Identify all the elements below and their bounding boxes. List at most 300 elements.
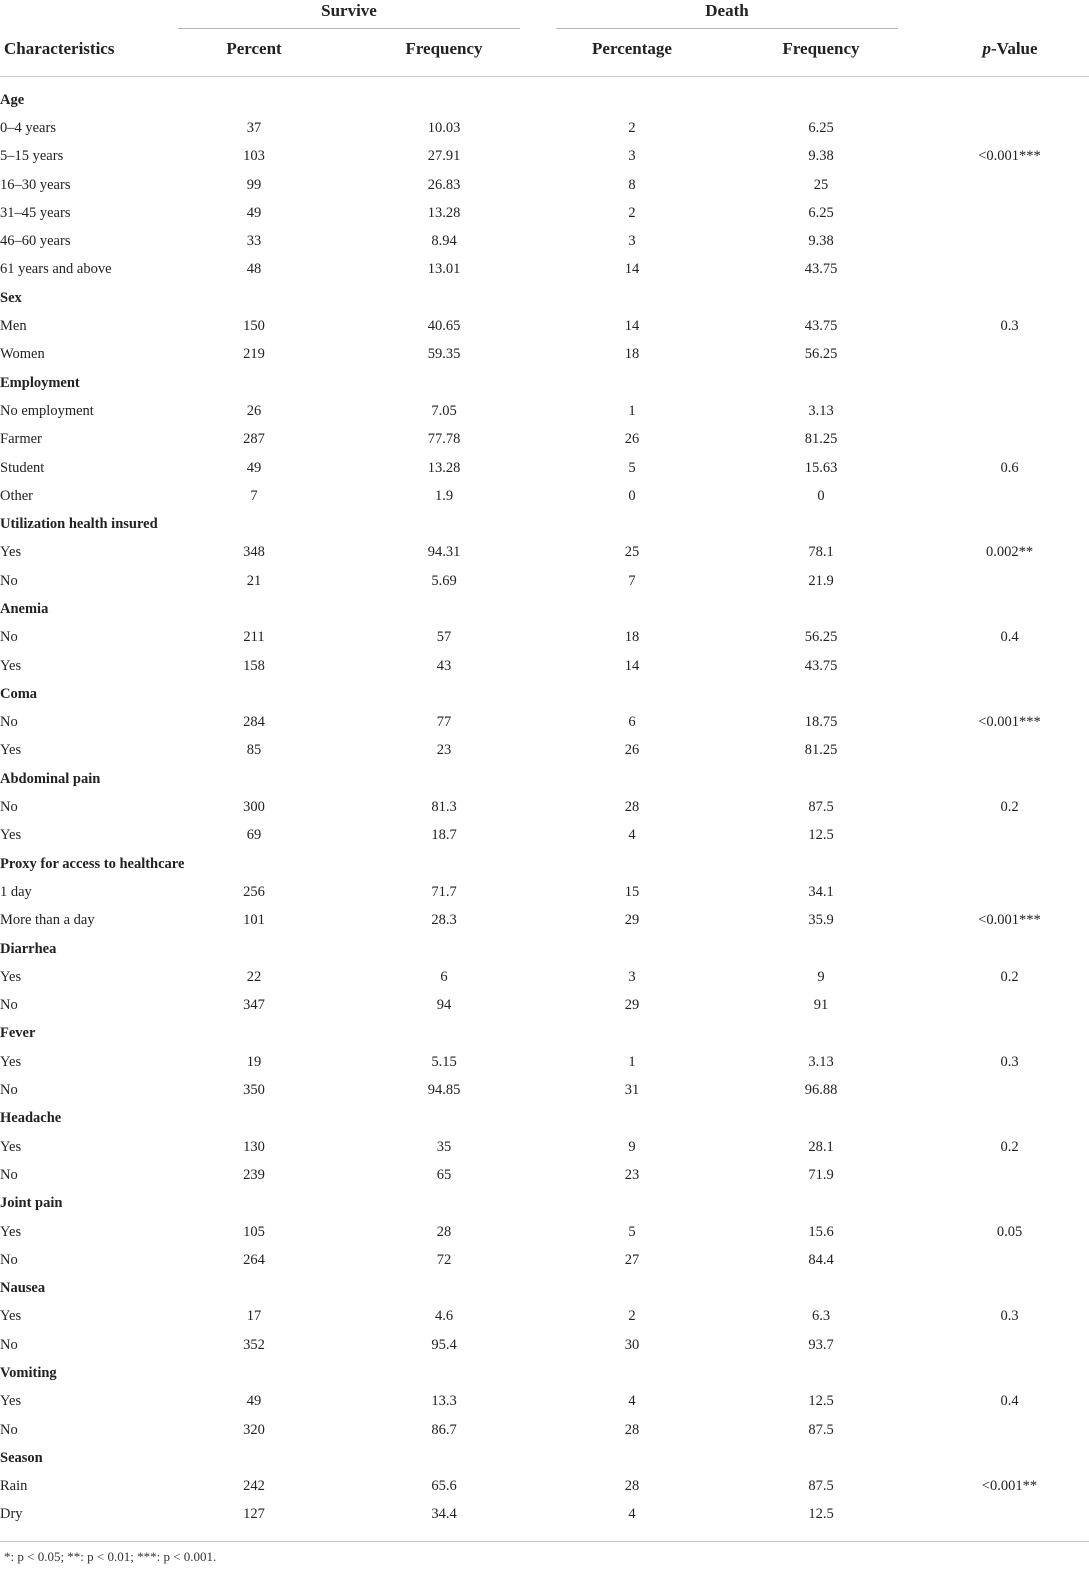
column-gap [712, 1161, 741, 1189]
column-gap [334, 878, 364, 906]
pvalue-cell: <0.001** [981, 1478, 1038, 1495]
death-percentage-cell: 3 [628, 233, 636, 250]
column-gap [334, 1020, 364, 1048]
column-gap [524, 1020, 552, 1048]
column-gap [930, 369, 1089, 397]
column-gap [524, 284, 552, 312]
death-frequency-cell: 15.6 [808, 1223, 834, 1240]
table-row [0, 822, 1089, 850]
survive-percent-cell: 256 [243, 883, 265, 900]
survive-frequency-cell: 5.15 [431, 1053, 457, 1070]
death-percentage-cell: 29 [624, 997, 640, 1014]
row-label: 0–4 years [0, 119, 56, 136]
survive-frequency-cell: 13.28 [427, 204, 461, 221]
survive-frequency-cell: 43 [436, 657, 452, 674]
table-row [0, 907, 1089, 935]
column-gap [712, 850, 741, 878]
column-gap [174, 595, 334, 623]
column-gap [712, 454, 741, 482]
pvalue-header [930, 36, 1089, 62]
column-gap [712, 1274, 741, 1302]
death-percentage-cell: 2 [628, 1308, 636, 1325]
survive-frequency-cell: 77.78 [427, 431, 461, 448]
table-row [0, 963, 1089, 991]
column-gap [712, 1331, 741, 1359]
table-row [0, 1048, 1089, 1076]
death-frequency-cell: 18.75 [804, 714, 838, 731]
column-gap [741, 1359, 901, 1387]
column-gap [334, 595, 364, 623]
column-gap [524, 1105, 552, 1133]
column-gap [524, 171, 552, 199]
survive-frequency-cell: 27.91 [427, 148, 461, 165]
column-gap [334, 935, 364, 963]
column-gap [712, 1246, 741, 1274]
column-gap [712, 652, 741, 680]
column-gap [741, 935, 901, 963]
death-frequency-cell: 6.25 [808, 119, 834, 136]
column-gap [712, 935, 741, 963]
column-gap [334, 992, 364, 1020]
pvalue-cell [930, 171, 1089, 199]
column-gap [712, 256, 741, 284]
column-gap [334, 1473, 364, 1501]
table-row [0, 397, 1089, 425]
survive-frequency-cell: 10.03 [427, 119, 461, 136]
death-percentage-cell: 2 [628, 204, 636, 221]
column-gap [174, 850, 334, 878]
column-gap [364, 284, 524, 312]
column-gap [524, 1303, 552, 1331]
table-row [0, 199, 1089, 227]
column-gap [712, 992, 741, 1020]
death-frequency-cell: 6.25 [808, 204, 834, 221]
column-gap [930, 1190, 1089, 1218]
column-gap [524, 567, 552, 595]
column-gap [524, 680, 552, 708]
column-gap [712, 227, 741, 255]
row-label: No [0, 572, 18, 589]
survive-frequency-cell: 28.3 [431, 912, 457, 929]
column-gap [524, 1076, 552, 1104]
table-row [0, 539, 1089, 567]
death-percentage-cell: 28 [624, 1421, 640, 1438]
pvalue-cell: 0.6 [1000, 459, 1019, 476]
pvalue-cell: 0.2 [1000, 1138, 1019, 1155]
column-gap [174, 680, 334, 708]
survive-frequency-cell: 4.6 [434, 1308, 454, 1325]
pvalue-cell: 0.4 [1000, 1393, 1019, 1410]
column-gap [334, 1048, 364, 1076]
column-gap [524, 256, 552, 284]
death-frequency-cell: 35.9 [808, 912, 834, 929]
death-frequency-cell: 43.75 [804, 657, 838, 674]
column-gap [364, 1274, 524, 1302]
column-gap [552, 850, 712, 878]
column-gap [524, 907, 552, 935]
column-gap [524, 1359, 552, 1387]
section-label: Season [0, 1449, 43, 1466]
pvalue-cell: 0.3 [1000, 318, 1019, 335]
column-gap [524, 822, 552, 850]
survive-percent-cell: 150 [243, 318, 265, 335]
column-gap [524, 199, 552, 227]
section-label: Abdominal pain [0, 770, 101, 787]
column-gap [334, 539, 364, 567]
table-row [0, 709, 1089, 737]
table-row [0, 114, 1089, 142]
column-gap [334, 397, 364, 425]
column-gap [741, 1190, 901, 1218]
pvalue-cell: 0.3 [1000, 1308, 1019, 1325]
column-gap [930, 850, 1089, 878]
death-frequency-cell: 81.25 [804, 431, 838, 448]
survive-frequency-cell: 40.65 [427, 318, 461, 335]
survive-percent-cell: 287 [243, 431, 265, 448]
death-frequency-cell: 96.88 [804, 1082, 838, 1099]
section-label: Anemia [0, 600, 49, 617]
column-gap [712, 510, 741, 538]
column-gap [174, 1105, 334, 1133]
death-percentage-cell: 14 [624, 318, 640, 335]
row-label: No [0, 629, 18, 646]
column-gap [901, 227, 930, 255]
column-gap [901, 624, 930, 652]
column-gap [174, 765, 334, 793]
column-gap [901, 680, 930, 708]
survive-percent-cell: 211 [243, 629, 265, 646]
death-percentage-cell: 2 [628, 119, 636, 136]
table-row [0, 256, 1089, 284]
table-row [0, 878, 1089, 906]
row-label: Yes [0, 968, 22, 985]
column-gap [901, 341, 930, 369]
table-row [0, 1161, 1089, 1189]
column-gap [524, 539, 552, 567]
column-gap [930, 1274, 1089, 1302]
column-gap [712, 539, 741, 567]
death-percentage-cell: 0 [628, 487, 636, 504]
pvalue-cell [930, 1416, 1089, 1444]
column-gap [712, 595, 741, 623]
row-label: Dry [0, 1506, 23, 1523]
table-row [0, 1331, 1089, 1359]
column-gap [524, 1473, 552, 1501]
row-label: Yes [0, 827, 22, 844]
column-gap [901, 1020, 930, 1048]
column-gap [174, 369, 334, 397]
pvalue-cell [930, 992, 1089, 1020]
column-gap [552, 284, 712, 312]
pvalue-cell [930, 256, 1089, 284]
survive-frequency-header: Frequency [405, 39, 483, 58]
table-row [0, 143, 1089, 171]
column-gap [524, 312, 552, 340]
column-gap [524, 1048, 552, 1076]
death-frequency-cell: 43.75 [804, 318, 838, 335]
section-label: Coma [0, 685, 38, 702]
pvalue-cell [930, 1161, 1089, 1189]
column-gap [524, 1246, 552, 1274]
column-gap [901, 567, 930, 595]
column-gap [901, 1444, 930, 1472]
pvalue-cell: <0.001*** [978, 714, 1041, 731]
death-frequency-cell: 87.5 [808, 1478, 834, 1495]
column-gap [741, 1020, 901, 1048]
column-gap [741, 86, 901, 114]
column-gap [901, 1161, 930, 1189]
column-gap [334, 114, 364, 142]
column-gap [901, 1359, 930, 1387]
column-gap [712, 822, 741, 850]
section-row [0, 1274, 1089, 1302]
table-row [0, 171, 1089, 199]
column-gap [174, 1359, 334, 1387]
row-label: Farmer [0, 431, 42, 448]
column-gap [364, 850, 524, 878]
column-gap [712, 1416, 741, 1444]
table-row [0, 1246, 1089, 1274]
column-gap [524, 227, 552, 255]
section-row [0, 1444, 1089, 1472]
row-label: Yes [0, 1393, 22, 1410]
column-gap [930, 1105, 1089, 1133]
death-frequency-cell: 56.25 [804, 346, 838, 363]
table-row [0, 652, 1089, 680]
survive-frequency-cell: 65.6 [431, 1478, 457, 1495]
death-frequency-cell: 9.38 [808, 233, 834, 250]
column-gap [901, 284, 930, 312]
table-row [0, 1501, 1089, 1529]
survive-percent-cell: 33 [246, 233, 262, 250]
column-gap [901, 709, 930, 737]
survive-frequency-cell: 72 [436, 1251, 452, 1268]
death-frequency-cell: 56.25 [804, 629, 838, 646]
table-row [0, 737, 1089, 765]
death-frequency-cell: 12.5 [808, 1393, 834, 1410]
death-percentage-cell: 7 [628, 572, 636, 589]
table-body [0, 86, 1089, 1529]
column-gap [901, 1416, 930, 1444]
column-gap [901, 793, 930, 821]
column-gap [930, 595, 1089, 623]
column-gap [901, 312, 930, 340]
death-frequency-cell: 21.9 [808, 572, 834, 589]
column-gap [174, 1274, 334, 1302]
column-gap [901, 482, 930, 510]
table-row [0, 567, 1089, 595]
pvalue-cell [930, 652, 1089, 680]
column-gap [524, 935, 552, 963]
column-gap [334, 737, 364, 765]
column-gap [334, 1303, 364, 1331]
death-percentage-cell: 6 [628, 714, 636, 731]
survive-percent-cell: 300 [243, 799, 265, 816]
pvalue-cell [930, 1246, 1089, 1274]
pvalue-cell [930, 567, 1089, 595]
column-gap [741, 284, 901, 312]
column-gap [552, 510, 712, 538]
column-gap [712, 878, 741, 906]
column-gap [901, 114, 930, 142]
column-gap [901, 1388, 930, 1416]
column-gap [524, 1388, 552, 1416]
column-gap [524, 1444, 552, 1472]
column-gap [334, 199, 364, 227]
pvalue-cell [930, 397, 1089, 425]
column-gap [334, 1416, 364, 1444]
column-gap [334, 1501, 364, 1529]
column-gap [334, 1274, 364, 1302]
column-gap [334, 482, 364, 510]
column-gap [334, 765, 364, 793]
row-label: Yes [0, 1223, 22, 1240]
row-label: Yes [0, 1138, 22, 1155]
death-frequency-cell: 12.5 [808, 827, 834, 844]
column-gap [364, 680, 524, 708]
row-label: Other [0, 487, 34, 504]
column-gap [552, 935, 712, 963]
table-row [0, 426, 1089, 454]
column-gap [334, 850, 364, 878]
column-gap [712, 1076, 741, 1104]
column-gap [524, 1501, 552, 1529]
survive-frequency-cell: 77 [436, 714, 452, 731]
survive-frequency-cell: 13.01 [427, 261, 461, 278]
column-gap [901, 963, 930, 991]
pvalue-cell [930, 1076, 1089, 1104]
row-label: 61 years and above [0, 261, 112, 278]
death-percentage-cell: 30 [624, 1336, 640, 1353]
survive-frequency-cell: 57 [436, 629, 452, 646]
column-gap [524, 765, 552, 793]
pvalue-cell [930, 199, 1089, 227]
section-label: Age [0, 91, 25, 108]
survive-frequency-cell: 59.35 [427, 346, 461, 363]
column-gap [524, 624, 552, 652]
survive-percent-cell: 21 [246, 572, 262, 589]
survive-percent-cell: 284 [243, 714, 265, 731]
section-row [0, 680, 1089, 708]
table-row [0, 992, 1089, 1020]
column-gap [901, 1331, 930, 1359]
row-label: No [0, 799, 18, 816]
death-percentage-cell: 4 [628, 1506, 636, 1523]
column-gap [712, 1501, 741, 1529]
section-row [0, 935, 1089, 963]
column-gap [334, 963, 364, 991]
column-gap [524, 426, 552, 454]
row-label: Yes [0, 742, 22, 759]
section-row [0, 1190, 1089, 1218]
survive-percent-cell: 264 [243, 1251, 265, 1268]
row-label: Yes [0, 657, 22, 674]
row-label: No [0, 997, 18, 1014]
table-row [0, 454, 1089, 482]
column-gap [741, 1444, 901, 1472]
survive-percent-cell: 22 [246, 968, 262, 985]
column-gap [712, 1359, 741, 1387]
column-gap [901, 397, 930, 425]
column-gap [901, 1105, 930, 1133]
section-row [0, 1359, 1089, 1387]
section-row [0, 284, 1089, 312]
section-label: Utilization health insured [0, 516, 158, 533]
pvalue-cell [930, 114, 1089, 142]
row-label: Yes [0, 1308, 22, 1325]
column-gap [174, 1020, 334, 1048]
column-gap [334, 793, 364, 821]
column-gap [524, 482, 552, 510]
table-row [0, 227, 1089, 255]
survive-percent-cell: 350 [243, 1082, 265, 1099]
column-gap [901, 426, 930, 454]
column-gap [712, 1048, 741, 1076]
column-gap [524, 1218, 552, 1246]
survive-percent-cell: 242 [243, 1478, 265, 1495]
column-gap [930, 1444, 1089, 1472]
column-gap [901, 143, 930, 171]
row-label: Yes [0, 1053, 22, 1070]
row-label: 46–60 years [0, 233, 71, 250]
table-row [0, 793, 1089, 821]
death-frequency-cell: 71.9 [808, 1166, 834, 1183]
column-gap [901, 539, 930, 567]
column-gap [524, 1190, 552, 1218]
column-gap [901, 1133, 930, 1161]
column-gap [334, 680, 364, 708]
column-gap [712, 1190, 741, 1218]
bottom-rule [0, 1541, 1089, 1542]
column-gap [930, 284, 1089, 312]
column-gap [901, 935, 930, 963]
column-gap [741, 765, 901, 793]
column-gap [712, 114, 741, 142]
column-gap [334, 1246, 364, 1274]
section-label: Nausea [0, 1280, 46, 1297]
column-gap [364, 595, 524, 623]
column-gap [552, 1190, 712, 1218]
column-gap [901, 199, 930, 227]
survive-percent-cell: 352 [243, 1336, 265, 1353]
death-percentage-cell: 26 [624, 431, 640, 448]
column-gap [524, 397, 552, 425]
pvalue-cell: <0.001*** [978, 148, 1041, 165]
column-gap [334, 1388, 364, 1416]
column-gap [712, 1133, 741, 1161]
column-gap [364, 86, 524, 114]
column-gap [524, 369, 552, 397]
section-row [0, 1105, 1089, 1133]
death-percentage-cell: 14 [624, 657, 640, 674]
row-label: No employment [0, 402, 94, 419]
survive-percent-cell: 85 [246, 742, 262, 759]
row-label: No [0, 1251, 18, 1268]
death-percentage-cell: 15 [624, 883, 640, 900]
column-gap [930, 1020, 1089, 1048]
column-gap [364, 1020, 524, 1048]
column-gap [334, 171, 364, 199]
column-gap [552, 1105, 712, 1133]
survive-percent-cell: 320 [243, 1421, 265, 1438]
survive-percent-cell: 49 [246, 459, 262, 476]
survive-percent-cell: 239 [243, 1166, 265, 1183]
column-gap [712, 793, 741, 821]
section-row [0, 1020, 1089, 1048]
table-row [0, 482, 1089, 510]
column-gap [901, 1473, 930, 1501]
survive-frequency-cell: 23 [436, 742, 452, 759]
